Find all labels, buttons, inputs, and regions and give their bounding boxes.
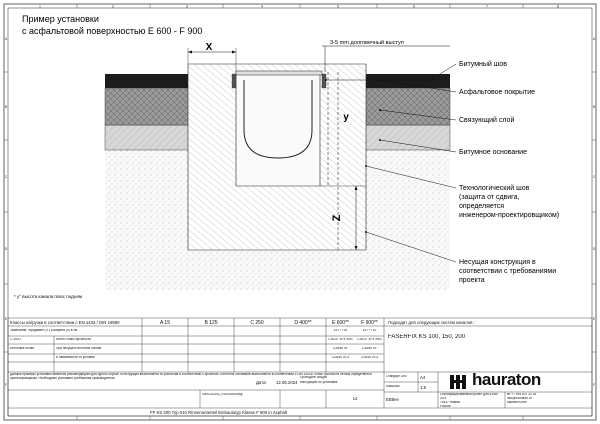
frame-row-label: B	[4, 105, 8, 109]
drawing-number: 0000120242_RUSSIAN.dwg	[202, 393, 243, 396]
frame-col-label: 5	[337, 4, 339, 9]
row3-code: C 30/37	[10, 338, 22, 341]
scale-value: 1:5	[420, 385, 426, 390]
sheet-size: A4	[420, 375, 426, 380]
callout-asphalt: Асфальтовое покрытие	[459, 89, 536, 96]
callout-bitumen-joint: Битумный шов	[459, 61, 508, 68]
callout-support: Несущая конструкция в	[459, 259, 536, 266]
frame-col-label: 1	[39, 4, 41, 9]
company-line-3: 76437 Rastatt	[440, 401, 460, 404]
edition: EB8ee	[386, 397, 399, 402]
callout-tech-joint: Технологический шов	[459, 185, 530, 192]
row3-note: Бетон: класс прочности	[56, 338, 91, 341]
frame-col-label: 7	[486, 4, 488, 9]
company-line-1: Сертифицированный проект для 6 наб	[440, 393, 498, 396]
row2-label: Замечание: Фундамент (Y) и ширина (X) в см	[10, 329, 78, 332]
dim-x-label: X	[205, 42, 213, 53]
callout-support: проекта	[459, 277, 485, 284]
callout-tech-joint: определяется	[459, 203, 505, 210]
row4-f900: C35/45 XF	[361, 347, 378, 350]
load-class-label: Классы нагрузки в соответствии с EN 1433 / DIN 19580	[10, 320, 120, 325]
frame-row-label: A	[592, 37, 596, 41]
product-header: Подходит для следующих систем каналов :	[388, 320, 475, 325]
row2-e600: 15 / * / 20	[333, 329, 348, 332]
row5-e600: C25/30 XC3	[331, 356, 350, 359]
date-label: Дата:	[256, 380, 267, 385]
callout-support: соответствии с требованиями	[459, 268, 557, 275]
frame-row-label: F	[592, 383, 596, 387]
contact-line-2[interactable]: info@hauraton.ru	[507, 397, 532, 400]
frame-row-label: F	[4, 383, 8, 387]
row3-f900: C30/37 XF4 XM1	[357, 338, 382, 341]
class-e600: E 600**	[332, 320, 349, 326]
tested-note-1: Проходите общую	[300, 376, 328, 379]
channel-body	[236, 74, 320, 186]
class-f900: F 900**	[361, 320, 378, 326]
tested-note-2: инструкцию по установке.	[300, 381, 339, 384]
product-name: FASERFIX KS 100, 150, 200	[388, 334, 466, 340]
company-line-2: 2/23	[440, 397, 447, 400]
row3-e600: C30/37 XF4 XM1	[328, 338, 353, 341]
row4-e600: C35/45 XF	[332, 347, 349, 350]
contact-line-1[interactable]: tel +7 495 637 32 18	[507, 393, 537, 396]
row4-code: Бетонные блоки	[10, 347, 34, 350]
frame-row-label: B	[592, 105, 596, 109]
class-a15: A 15	[159, 320, 170, 326]
class-d400: D 400**	[294, 320, 312, 326]
dim-y-label: y	[343, 112, 349, 123]
brand-name: hauraton	[472, 370, 541, 389]
frame-col-label: 3	[186, 4, 188, 9]
frame-col-label: 4	[261, 4, 263, 9]
footnote: * у° высота канала плюс подъем	[14, 294, 83, 299]
callout-tech-joint: (защита от сдвига,	[459, 194, 520, 201]
contact-line-3[interactable]: hauraton.com	[507, 401, 527, 404]
frame-row-label: A	[4, 37, 8, 41]
page-number: 14	[352, 396, 358, 401]
frame-row-label: D	[4, 247, 8, 251]
title-line-2: с асфальтовой поверхностью E 600 - F 900	[22, 26, 203, 36]
hauraton-logo-icon	[448, 372, 588, 392]
row2-f900: 15 / * / 20	[362, 329, 377, 332]
row4-note: При несущей бетонной основе	[56, 347, 102, 350]
dim-z-label: Z	[331, 214, 343, 222]
frame-row-label: C	[592, 175, 596, 179]
row5-f900: C25/30 XC3	[360, 356, 379, 359]
frame-row-label: E	[4, 317, 8, 321]
title-line-1: Пример установки	[22, 14, 99, 24]
frame-col-label: 8	[557, 4, 559, 9]
channel-grating	[236, 71, 322, 75]
row5-note: В зависимости от условий	[56, 356, 95, 359]
callout-bitumen-base: Битумное основание	[459, 149, 527, 156]
disclaimer-text: Данные примеры установки являются рекомендацией для одного случая. Конструкция выполняется по расчётам в соответствии с проектом. Бетонное основание выполняется в соответствии с DIN 18318. Класс прочности бетона определяется проектировщиком. Необходимо учитывать требования производителя.	[10, 373, 372, 380]
callout-protrusion: 3-5 mm долговечный выступ	[330, 40, 404, 46]
class-b125: B 125	[204, 320, 218, 326]
frame-row-label: C	[4, 175, 8, 179]
scale-label: Масштаб	[386, 385, 400, 388]
standard-label: Стандарт DIN	[386, 375, 407, 378]
callout-binder: Связующий слой	[459, 117, 515, 124]
company-line-4: Россия	[440, 405, 451, 408]
frame-row-label: D	[592, 247, 596, 251]
frame-col-label: 6	[413, 4, 415, 9]
footer-drawing-title: FF KS 200 Typ 010 Rinnenunterteil Einbaututyp Klasse F 900 in Asphalt	[150, 410, 288, 415]
date-value: 12.06.2024	[276, 380, 298, 385]
frame-col-label: 2	[112, 4, 114, 9]
class-c250: C 250	[250, 320, 264, 326]
frame-row-label: E	[592, 317, 596, 321]
callout-tech-joint: инженером-проектировщиком)	[459, 212, 560, 219]
